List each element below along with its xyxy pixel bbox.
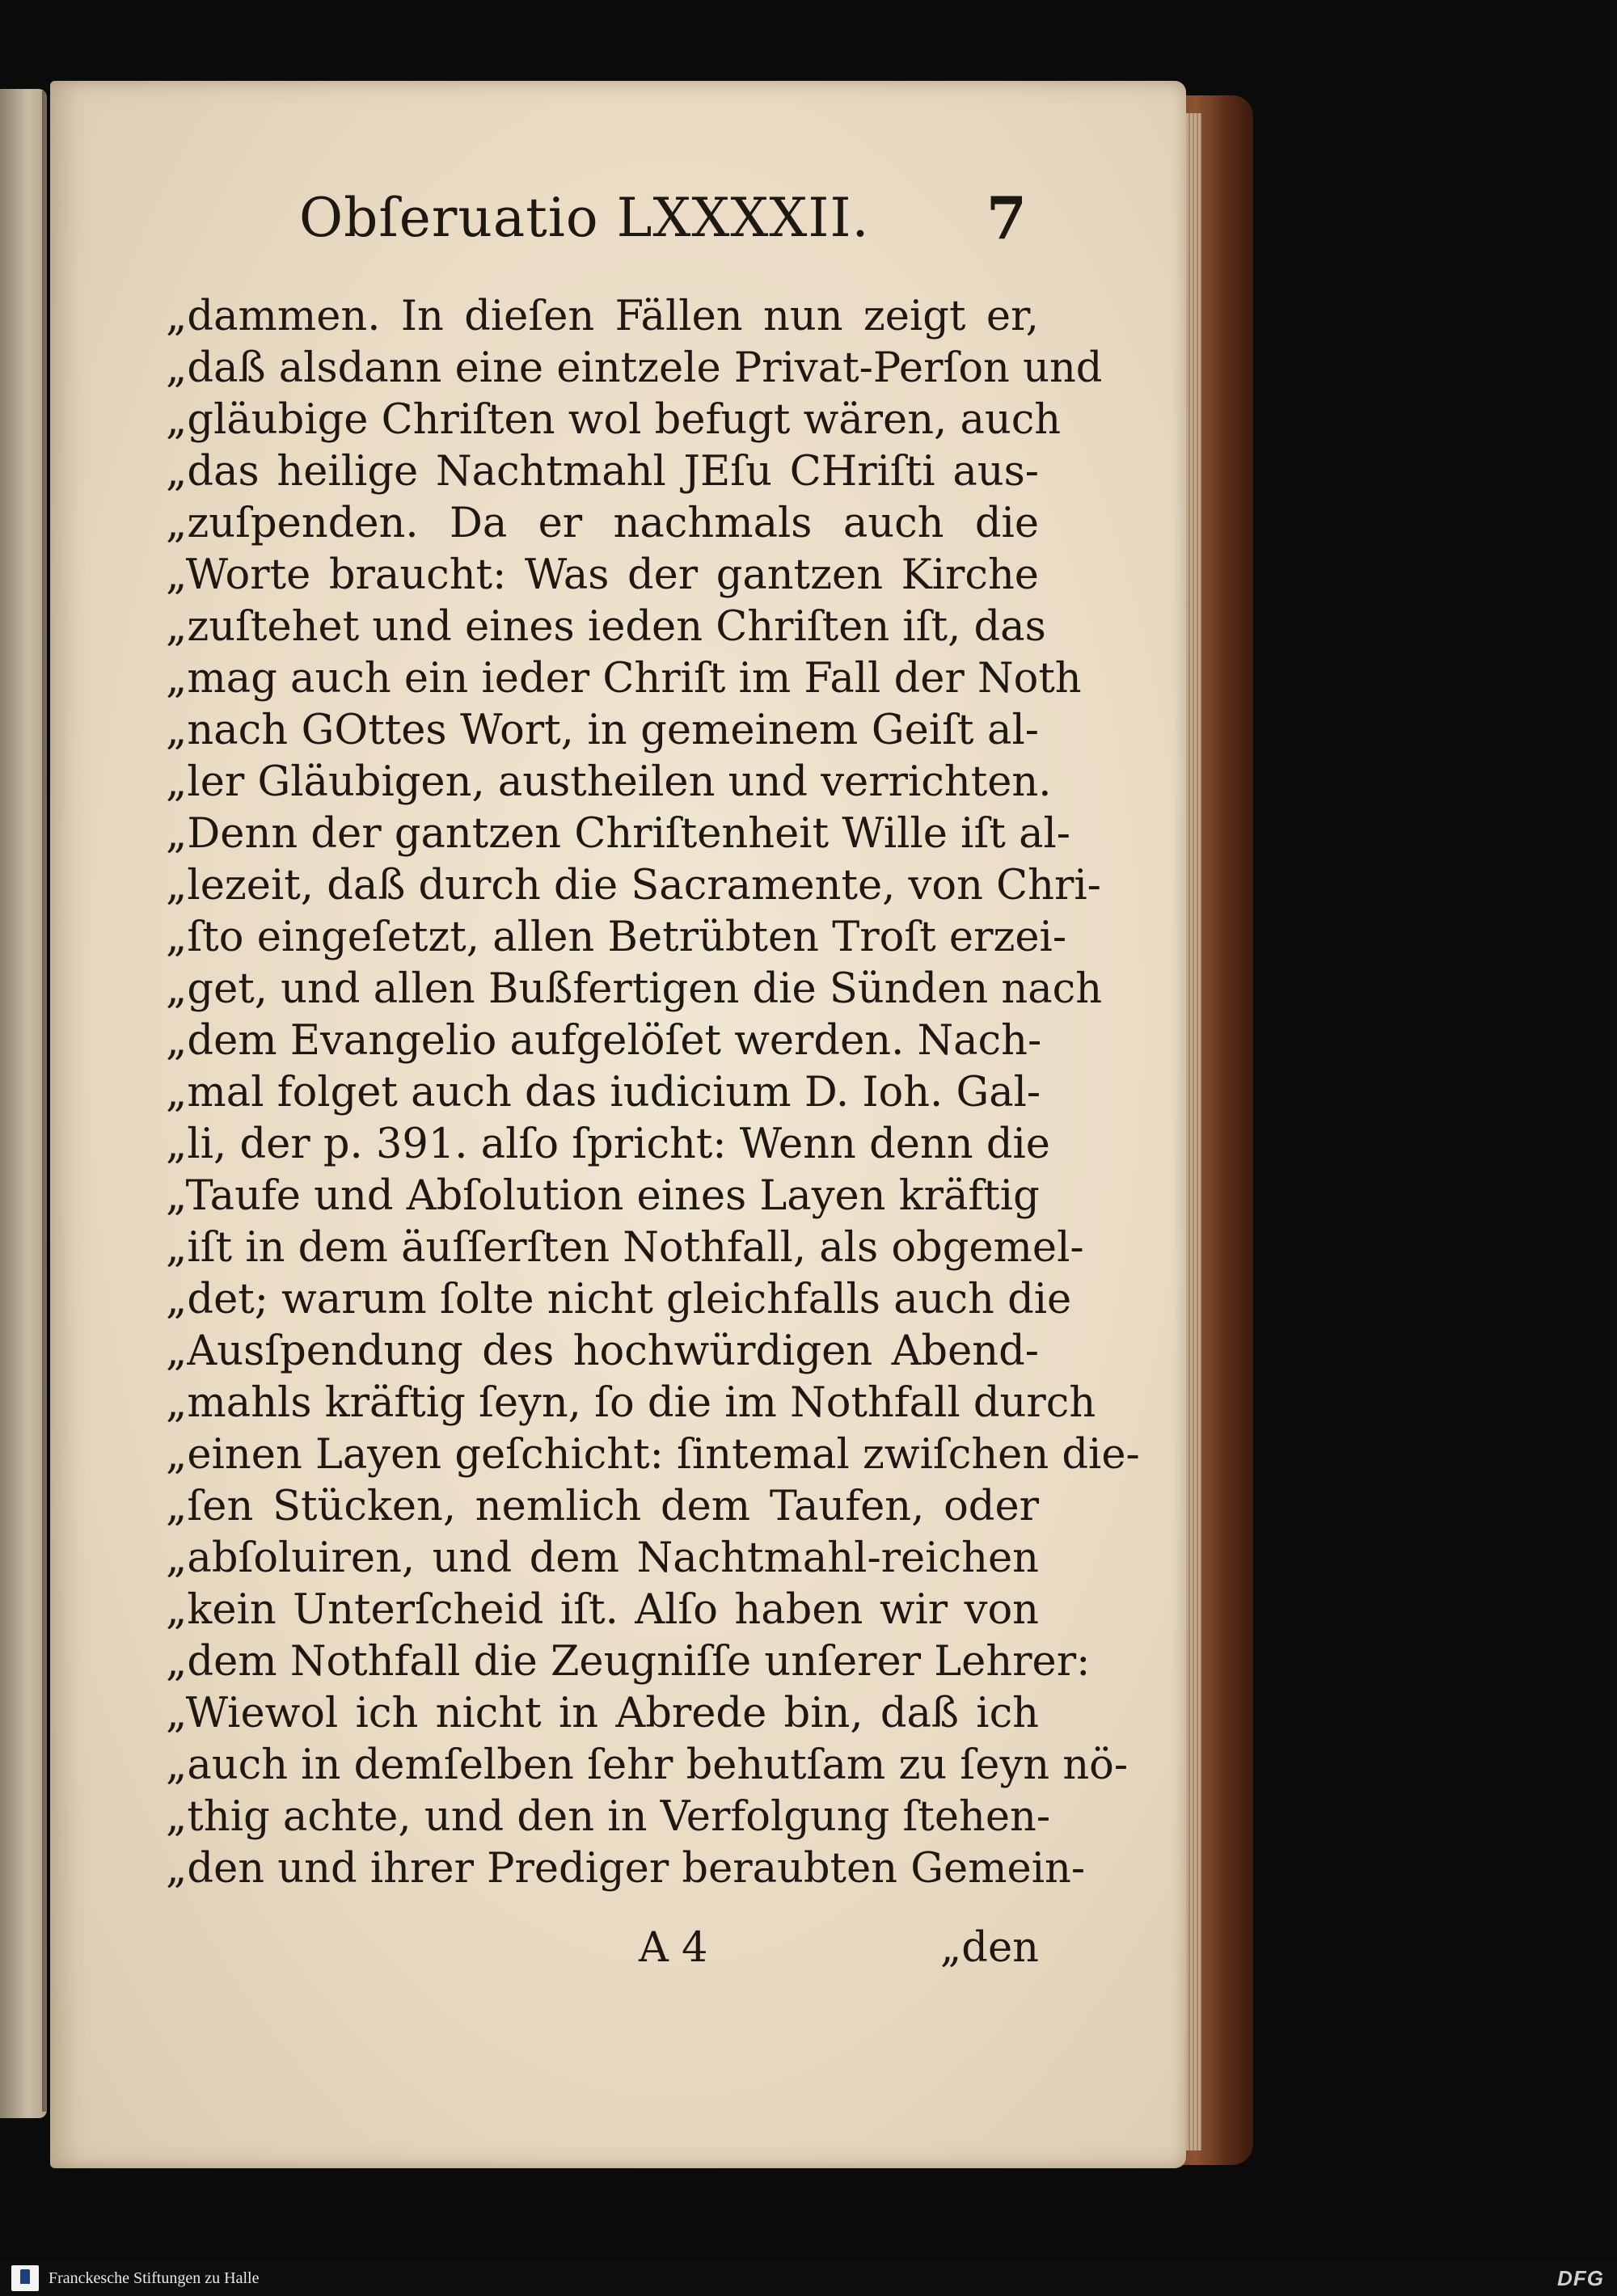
text-line: „mahls kräftig ſeyn, ſo die im Nothfall durch <box>166 1379 1096 1427</box>
viewer-bottom-bar <box>0 2260 1617 2296</box>
page-header <box>299 186 1027 251</box>
text-line: „dammen. In dieſen Fällen nun zeigt er, <box>166 293 1039 340</box>
text-line: „Denn der gantzen Chriſtenheit Wille iſt al- <box>166 810 1071 858</box>
text-line: „dem Evangelio aufgelöſet werden. Nach- <box>166 1017 1042 1065</box>
text-line: „mal folget auch das iudicium D. Ioh. Gal- <box>166 1069 1041 1116</box>
text-line: „li, der p. 391. alſo ſpricht: Wenn denn die <box>166 1121 1050 1168</box>
text-line: „auch in demſelben ſehr behutſam zu ſeyn nö- <box>166 1741 1129 1789</box>
text-line: „nach GOttes Wort, in gemeinem Geiſt al- <box>166 707 1039 754</box>
page-number: 7 <box>986 184 1027 252</box>
text-line: „ſto eingeſetzt, allen Betrübten Troſt erzei- <box>166 914 1067 961</box>
text-line: „kein Unterſcheid iſt. Alſo haben wir von <box>166 1586 1039 1634</box>
signature-mark: A 4 <box>639 1924 708 1972</box>
text-line: „das heilige Nachtmahl JEſu CHriſti aus- <box>166 448 1039 496</box>
text-line: „Worte braucht: Was der gantzen Kirche <box>166 551 1039 599</box>
text-line: „den und ihrer Prediger beraubten Gemein- <box>166 1845 1086 1893</box>
left-page-edge <box>0 89 47 2118</box>
text-line: „daß alsdann eine eintzele Privat-Perſon und <box>166 344 1103 392</box>
text-line: „get, und allen Bußfertigen die Sünden nach <box>166 965 1103 1013</box>
text-line: „det; warum ſolte nicht gleichfalls auch die <box>166 1276 1072 1323</box>
text-line: „iſt in dem äuſſerſten Nothfall, als obgemel- <box>166 1224 1084 1272</box>
institution-name: Franckesche Stiftungen zu Halle <box>49 2269 260 2287</box>
text-line: „dem Nothfall die Zeugniſſe unſerer Lehrer: <box>166 1638 1091 1686</box>
text-line: „zuſtehet und eines ieden Chriſten iſt, das <box>166 603 1046 651</box>
institution-logo-icon <box>11 2265 39 2291</box>
body-text <box>166 291 1140 1895</box>
text-line: „abſoluiren, und dem Nachtmahl-reichen <box>166 1534 1039 1582</box>
text-line: „Taufe und Abſolution eines Layen kräftig <box>166 1172 1040 1220</box>
page-footer <box>166 1922 1039 1974</box>
text-line: „Ausſpendung des hochwürdigen Abend- <box>166 1327 1039 1375</box>
text-line: „gläubige Chriſten wol befugt wären, auch <box>166 396 1062 444</box>
text-line: „Wiewol ich nicht in Abrede bin, daß ich <box>166 1690 1039 1737</box>
text-line: „mag auch ein ieder Chriſt im Fall der Noth <box>166 655 1082 703</box>
text-line: „lezeit, daß durch die Sacramente, von Chri- <box>166 862 1101 910</box>
text-line: „zuſpenden. Da er nachmals auch die <box>166 500 1039 547</box>
text-line: „thig achte, und den in Verfolgung ſtehen- <box>166 1793 1051 1841</box>
catchword: „den <box>939 1924 1039 1972</box>
text-line: „ſen Stücken, nemlich dem Taufen, oder <box>166 1483 1039 1530</box>
running-title: Obſeruatio LXXXXII. <box>299 187 870 249</box>
text-line: „einen Layen geſchicht: ſintemal zwiſchen die- <box>166 1431 1140 1479</box>
dfg-logo: DFG <box>1557 2266 1604 2290</box>
text-line: „ler Gläubigen, austheilen und verrichten. <box>166 758 1052 806</box>
